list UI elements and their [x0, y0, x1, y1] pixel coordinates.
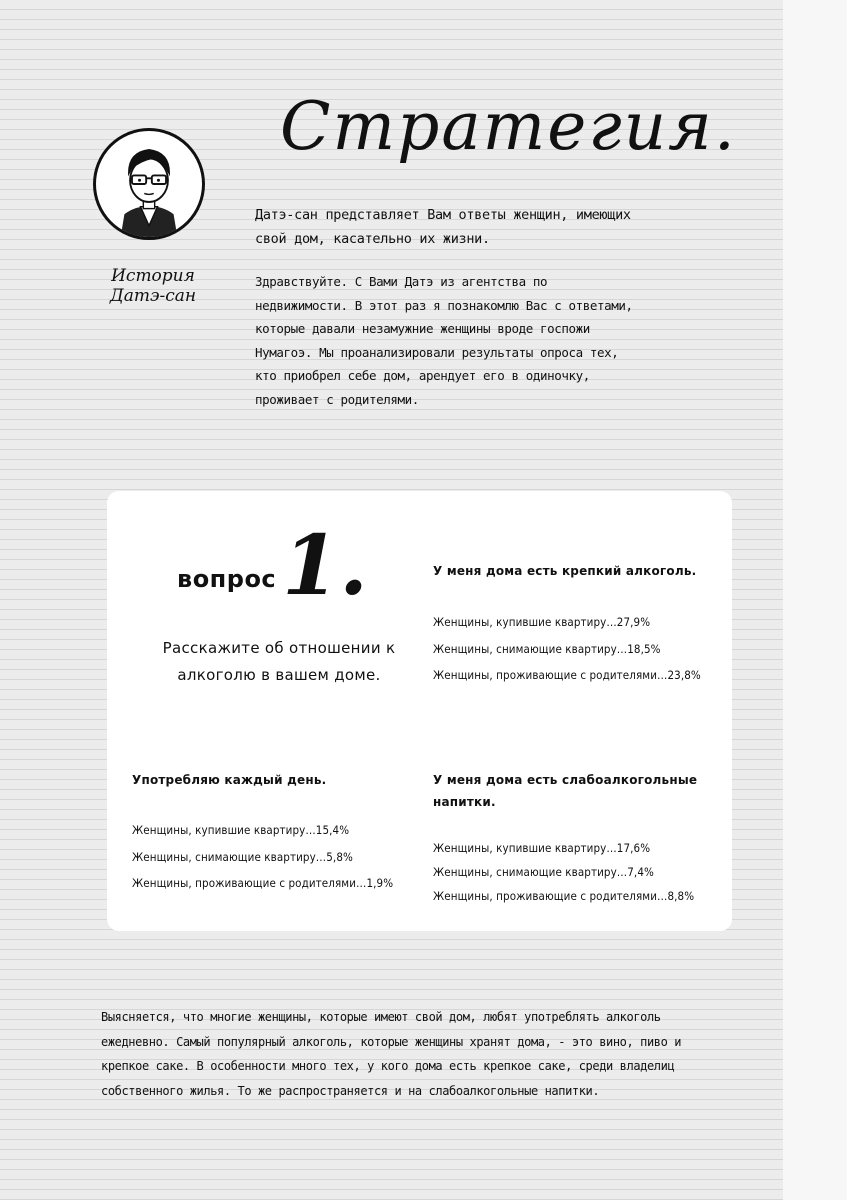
- question-number: 1.: [282, 518, 368, 614]
- answer-list: [433, 836, 733, 908]
- intro-text: Датэ-сан представляет Вам ответы женщин, имеющих свой дом, касательно их жизни.: [255, 207, 631, 247]
- answer-row: Женщины, снимающие квартиру…18,5%: [433, 641, 661, 656]
- answer-block-strong-alcohol: [433, 561, 701, 689]
- answer-list: [132, 817, 393, 897]
- answer-title: У меня дома есть крепкий алкоголь.: [433, 564, 697, 578]
- answer-row: Женщины, снимающие квартиру…7,4%: [433, 865, 654, 879]
- survey-card: [107, 491, 732, 931]
- answer-list: [433, 609, 701, 689]
- answer-row: Женщины, проживающие с родителями…1,9%: [132, 876, 394, 890]
- answer-row: Женщины, купившие квартиру…15,4%: [132, 823, 350, 837]
- answer-row: Женщины, снимающие квартиру…5,8%: [132, 849, 353, 864]
- answer-title: У меня дома есть слабоалкогольные напитки.: [433, 773, 698, 809]
- column-caption: История Датэ-сан: [109, 266, 197, 306]
- answer-row: Женщины, купившие квартиру…27,9%: [433, 615, 651, 629]
- page-title: Стратегия.: [280, 88, 737, 165]
- question-word: вопрос: [177, 565, 277, 593]
- answer-title: Употребляю каждый день.: [132, 773, 327, 787]
- avatar: [93, 128, 205, 240]
- question-text: Расскажите об отношении к алкоголю в вашем доме.: [162, 639, 396, 684]
- conclusion-text: Выясняется, что многие женщины, которые имеют свой дом, любят употреблять алкоголь ежедневно. Самый популярный алкоголь, которые женщины хранят дома, - это вино, пиво и крепкое саке. В особенности много тех, у кого дома есть крепкое саке, среди владелиц собственного жилья. То же распространяется и на слабоалкогольные напитки.: [101, 1010, 682, 1098]
- page-margin: [783, 0, 847, 1200]
- answer-block-low-alcohol: [433, 769, 733, 908]
- question-heading: [177, 518, 368, 614]
- answer-row: Женщины, проживающие с родителями…8,8%: [433, 889, 695, 903]
- answer-row: Женщины, купившие квартиру…17,6%: [433, 841, 651, 855]
- man-with-glasses-icon: [96, 131, 202, 237]
- body-text: Здравствуйте. С Вами Датэ из агентства по недвижимости. В этот раз я познакомлю Вас с ответами, которые давали незамужние женщины вроде госпожи Нумагоэ. Мы проанализировали результаты опроса тех, кто приобрел себе дом, арендует его в одиночку, проживает с родителями.: [255, 274, 633, 407]
- answer-block-daily: [132, 770, 393, 897]
- answer-row: Женщины, проживающие с родителями…23,8%: [433, 668, 701, 682]
